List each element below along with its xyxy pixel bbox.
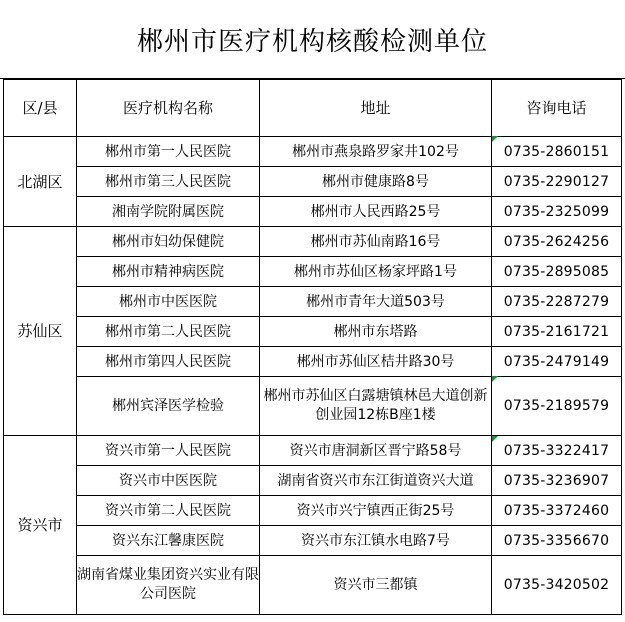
cell-indicator-icon xyxy=(492,376,498,382)
header-address[interactable]: 地址 xyxy=(260,80,492,137)
table-row xyxy=(4,137,622,167)
header-institution[interactable]: 医疗机构名称 xyxy=(77,80,260,137)
address-cell[interactable]: 郴州市青年大道503号 xyxy=(260,287,492,317)
table-row xyxy=(4,167,622,197)
institution-cell[interactable]: 湖南省煤业集团资兴实业有限公司医院 xyxy=(77,556,260,615)
address-cell[interactable]: 郴州市燕泉路罗家井102号 xyxy=(260,137,492,167)
district-cell-beihu[interactable]: 北湖区 xyxy=(4,137,77,227)
institution-cell[interactable]: 资兴市第一人民医院 xyxy=(77,436,260,466)
table-row xyxy=(4,317,622,347)
phone-cell[interactable]: 0735-3420502 xyxy=(492,556,622,615)
institution-cell[interactable]: 郴州市第三人民医院 xyxy=(77,167,260,197)
address-cell[interactable]: 资兴市兴宁镇西正街25号 xyxy=(260,496,492,526)
address-cell[interactable]: 资兴市三都镇 xyxy=(260,556,492,615)
header-row xyxy=(4,80,622,137)
institution-cell[interactable]: 资兴东江馨康医院 xyxy=(77,526,260,556)
institution-cell[interactable]: 郴州市第一人民医院 xyxy=(77,137,260,167)
header-district[interactable]: 区/县 xyxy=(4,80,77,137)
table-row xyxy=(4,347,622,377)
address-cell[interactable]: 郴州市健康路8号 xyxy=(260,167,492,197)
address-cell[interactable]: 郴州市苏仙南路16号 xyxy=(260,227,492,257)
institution-cell[interactable]: 郴州市精神病医院 xyxy=(77,257,260,287)
page-title: 郴州市医疗机构核酸检测单位 xyxy=(136,26,488,57)
institution-cell[interactable]: 资兴市第二人民医院 xyxy=(77,496,260,526)
table-row xyxy=(4,496,622,526)
institution-cell[interactable]: 郴州市妇幼保健院 xyxy=(77,227,260,257)
header-phone[interactable]: 咨询电话 xyxy=(492,80,622,137)
phone-cell[interactable]: 0735-2325099 xyxy=(492,197,622,227)
institution-cell[interactable]: 湘南学院附属医院 xyxy=(77,197,260,227)
address-cell[interactable]: 郴州市苏仙区杨家坪路1号 xyxy=(260,257,492,287)
testing-units-table xyxy=(3,79,622,615)
phone-cell[interactable]: 0735-2290127 xyxy=(492,167,622,197)
district-cell-suxian[interactable]: 苏仙区 xyxy=(4,227,77,436)
table-row xyxy=(4,466,622,496)
phone-cell[interactable]: 0735-2161721 xyxy=(492,317,622,347)
table-row xyxy=(4,436,622,466)
table-row xyxy=(4,526,622,556)
table-row xyxy=(4,257,622,287)
phone-cell[interactable]: 0735-2895085 xyxy=(492,257,622,287)
phone-cell[interactable]: 0735-2624256 xyxy=(492,227,622,257)
address-cell[interactable]: 郴州市东塔路 xyxy=(260,317,492,347)
phone-cell[interactable]: 0735-3322417 xyxy=(492,436,622,466)
phone-cell[interactable]: 0735-2479149 xyxy=(492,347,622,377)
address-cell[interactable]: 资兴市东江镇水电路7号 xyxy=(260,526,492,556)
address-cell[interactable]: 湖南省资兴市东江街道资兴大道 xyxy=(260,466,492,496)
table-row xyxy=(4,287,622,317)
phone-cell[interactable]: 0735-3236907 xyxy=(492,466,622,496)
institution-cell[interactable]: 资兴市中医医院 xyxy=(77,466,260,496)
address-cell[interactable]: 资兴市唐洞新区晋宁路58号 xyxy=(260,436,492,466)
institution-cell[interactable]: 郴州宾泽医学检验 xyxy=(77,377,260,436)
institution-cell[interactable]: 郴州市第四人民医院 xyxy=(77,347,260,377)
address-cell[interactable]: 郴州市人民西路25号 xyxy=(260,197,492,227)
address-cell[interactable]: 郴州市苏仙区白露塘镇林邑大道创新创业园12栋B座1楼 xyxy=(260,377,492,436)
institution-cell[interactable]: 郴州市中医医院 xyxy=(77,287,260,317)
phone-cell[interactable]: 0735-3372460 xyxy=(492,496,622,526)
table-row xyxy=(4,227,622,257)
table-row xyxy=(4,377,622,436)
address-cell[interactable]: 郴州市苏仙区桔井路30号 xyxy=(260,347,492,377)
table-row xyxy=(4,556,622,615)
phone-cell[interactable]: 0735-3356670 xyxy=(492,526,622,556)
institution-cell[interactable]: 郴州市第二人民医院 xyxy=(77,317,260,347)
phone-cell[interactable]: 0735-2189579 xyxy=(492,377,622,436)
table-row xyxy=(4,197,622,227)
district-cell-zixing[interactable]: 资兴市 xyxy=(4,436,77,615)
cell-indicator-icon xyxy=(492,136,498,142)
phone-cell[interactable]: 0735-2287279 xyxy=(492,287,622,317)
cell-indicator-icon xyxy=(492,436,498,442)
phone-cell[interactable]: 0735-2860151 xyxy=(492,137,622,167)
